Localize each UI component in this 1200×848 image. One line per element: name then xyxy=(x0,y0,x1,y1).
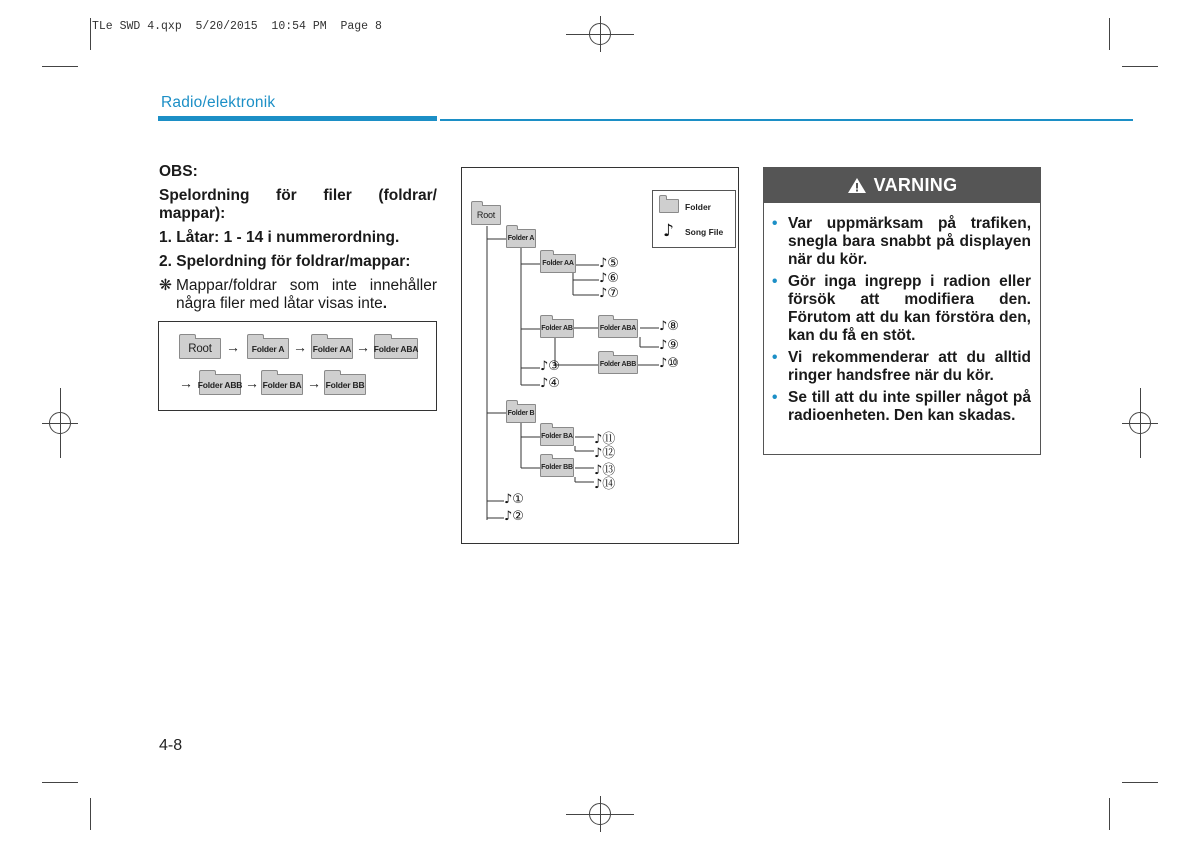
song-file-10: ♪⑩ xyxy=(659,356,679,371)
crop-mark xyxy=(1109,18,1110,50)
warning-triangle-icon xyxy=(847,177,867,194)
song-file-5: ♪⑤ xyxy=(599,256,619,271)
song-file-9: ♪⑨ xyxy=(659,338,679,353)
note-item-2: 2. Spelordning för foldrar/mappar: xyxy=(159,253,411,270)
header-rule-thin xyxy=(440,119,1133,121)
folder-icon xyxy=(659,199,679,213)
print-slug: TLe SWD 4.qxp 5/20/2015 10:54 PM Page 8 xyxy=(92,20,382,33)
legend-song-label: Song File xyxy=(685,227,724,237)
crop-mark xyxy=(42,66,78,67)
tree-legend xyxy=(652,190,736,248)
play-order-title: Spelordning för filer (foldrar/ mappar): xyxy=(159,187,437,222)
song-file-3: ♪③ xyxy=(540,359,560,374)
folder-icon-root: Root xyxy=(179,338,221,359)
bullet-icon: • xyxy=(772,215,778,232)
tree-folder-a: Folder A xyxy=(506,229,536,248)
tree-folder-aba: Folder ABA xyxy=(598,319,638,338)
song-file-4: ♪④ xyxy=(540,376,560,391)
song-file-14: ♪⑭ xyxy=(594,477,616,492)
arrow-icon: → xyxy=(245,375,259,391)
folder-icon-aa: Folder AA xyxy=(311,338,353,359)
note-item-1: 1. Låtar: 1 - 14 i nummerordning. xyxy=(159,229,400,246)
song-file-2: ♪② xyxy=(504,509,524,524)
song-file-11: ♪⑪ xyxy=(594,432,616,447)
warning-item: • Var uppmärksam på trafiken, snegla bara snabbt på displayen när du kör. xyxy=(772,215,1031,268)
tree-folder-bb: Folder BB xyxy=(540,458,574,477)
song-file-1: ♪① xyxy=(504,492,524,507)
crop-mark xyxy=(1109,798,1110,830)
folder-icon-a: Folder A xyxy=(247,338,289,359)
note-section xyxy=(159,163,437,319)
note-remark xyxy=(159,277,437,313)
bullet-icon: • xyxy=(772,273,778,290)
arrow-icon: → xyxy=(179,375,193,391)
tree-folder-b: Folder B xyxy=(506,404,536,423)
bullet-icon: • xyxy=(772,349,778,366)
asterism-icon: ❋ xyxy=(159,277,172,294)
song-file-12: ♪⑫ xyxy=(594,446,616,461)
tree-folder-ab: Folder AB xyxy=(540,319,574,338)
crop-mark xyxy=(1122,66,1158,67)
folder-tree-diagram xyxy=(461,167,739,544)
folder-icon-ba: Folder BA xyxy=(261,374,303,395)
warning-title: VARNING xyxy=(873,175,958,195)
warning-item: • Vi rekommenderar att du alltid ringer handsfree när du kör. xyxy=(772,349,1031,384)
warning-list xyxy=(772,215,1031,429)
song-file-6: ♪⑥ xyxy=(599,271,619,286)
song-file-8: ♪⑧ xyxy=(659,319,679,334)
arrow-icon: → xyxy=(307,375,321,391)
tree-folder-aa: Folder AA xyxy=(540,254,576,273)
bullet-icon: • xyxy=(772,389,778,406)
crop-mark xyxy=(90,798,91,830)
tree-folder-abb: Folder ABB xyxy=(598,355,638,374)
note-remark-text: Mappar/foldrar som inte innehåller några filer med låtar visas inte. xyxy=(176,277,437,312)
folder-icon-aba: Folder ABA xyxy=(374,338,418,359)
warning-box xyxy=(763,167,1041,455)
crop-mark xyxy=(90,18,91,50)
song-file-7: ♪⑦ xyxy=(599,286,619,301)
arrow-icon: → xyxy=(356,339,370,355)
arrow-icon: → xyxy=(293,339,307,355)
folder-icon-abb: Folder ABB xyxy=(199,374,241,395)
warning-item: • Se till att du inte spiller något på radioenheten. Den kan skadas. xyxy=(772,389,1031,424)
music-note-icon: ♪ xyxy=(663,221,674,241)
legend-folder-label: Folder xyxy=(685,202,711,212)
arrow-icon: → xyxy=(226,339,240,355)
crop-mark xyxy=(42,782,78,783)
folder-icon-bb: Folder BB xyxy=(324,374,366,395)
warning-header xyxy=(764,168,1040,203)
page-number: 4-8 xyxy=(159,737,183,754)
header-rule xyxy=(158,116,437,121)
tree-folder-ba: Folder BA xyxy=(540,427,574,446)
note-heading: OBS: xyxy=(159,163,198,180)
folder-order-box xyxy=(158,321,437,411)
tree-folder-root: Root xyxy=(471,205,501,225)
song-file-13: ♪⑬ xyxy=(594,463,616,478)
warning-item: • Gör inga ingrepp i radion eller försök att modifiera den. Förutom att du kan förstöra den, kan du få en stöt. xyxy=(772,273,1031,344)
section-title: Radio/elektronik xyxy=(161,94,276,111)
crop-mark xyxy=(1122,782,1158,783)
